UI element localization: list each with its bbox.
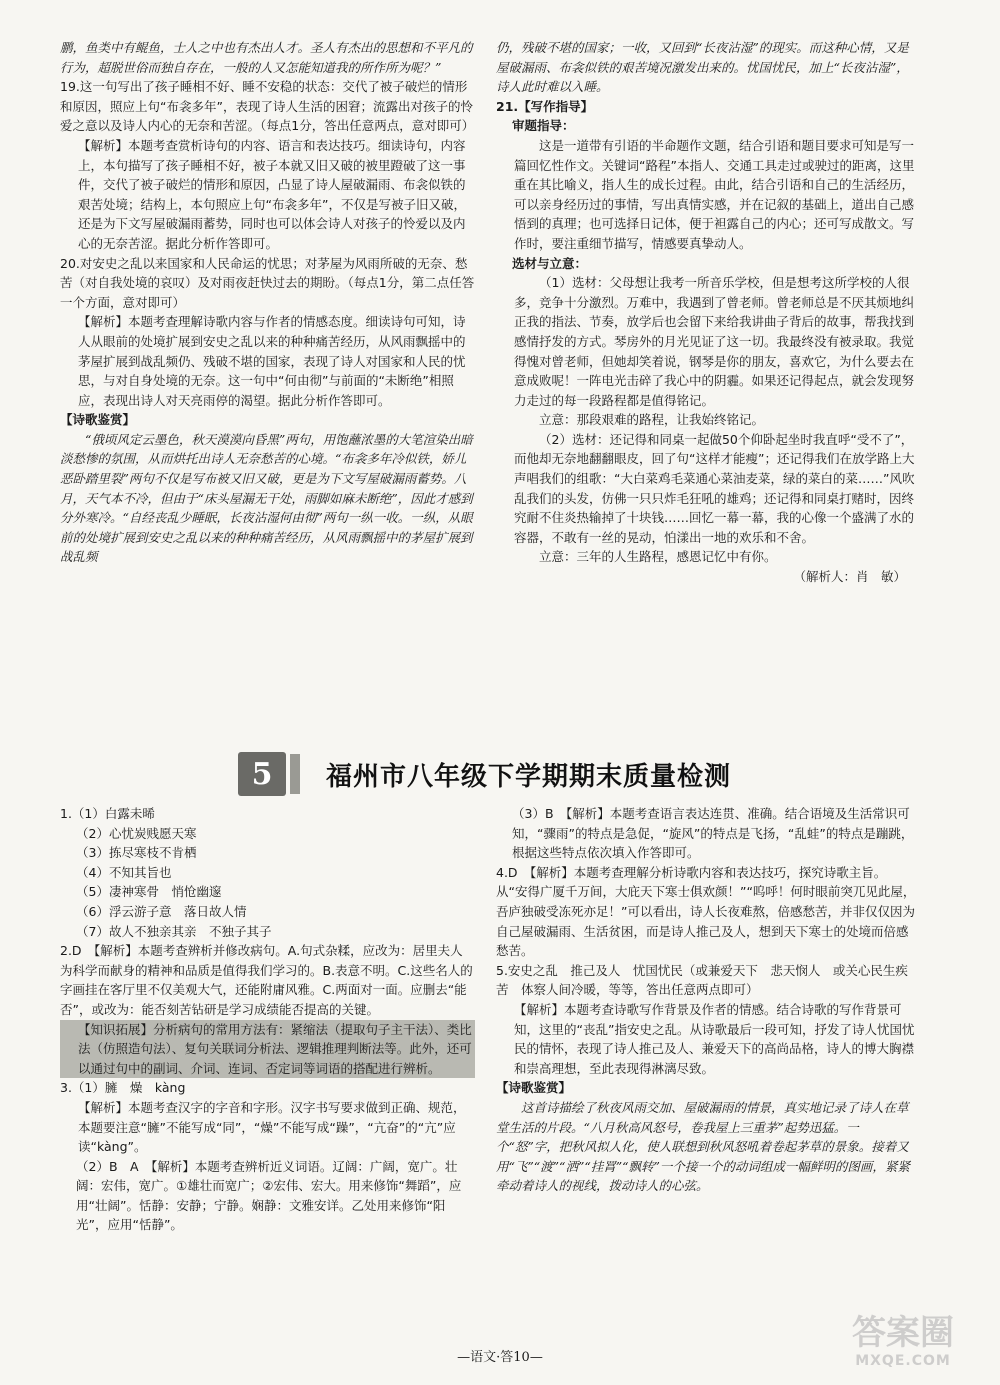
paragraph: 20.对安史之乱以来国家和人民命运的忧思；对茅屋为风雨所破的无奈、愁苦（对自我处境的哀叹）及对雨夜赶快过去的期盼。（每点1分，第二点任答一个方面，意对即可） [60, 255, 475, 310]
section-banner [238, 750, 798, 798]
bottom-left-column [60, 804, 475, 1235]
paragraph: 这首诗描绘了秋夜风雨交加、屋破漏雨的情景，真实地记录了诗人在草堂生活的片段。“八月秋高风怒号，卷我屋上三重茅”起势迅猛。一个“怒”字，把秋风拟人化，使人联想到秋风怒吼着卷起茅草的景象。接着又用“飞”“渡”“洒”“挂罥”“飘转”一个接一个的动词组成一幅鲜明的图画，紧紧牵动着诗人的视线，拨动诗人的心弦。 [496, 1099, 910, 1194]
top-left-column [60, 38, 475, 567]
logo-mark: 答案圈 [852, 1313, 954, 1353]
paragraph: （2）心忧炭贱愿天寒 [76, 825, 197, 841]
paragraph: 19.这一句写出了孩子睡相不好、睡不安稳的状态：交代了被子破烂的情形和原因，照应上句“布衾多年”，表现了诗人生活的困窘；流露出对孩子的怜爱之意以及诗人内心的无奈和苦涩。（每点1分，答出任意两点，意对即可） [60, 79, 475, 134]
paragraph: 【诗歌鉴赏】 [496, 1080, 572, 1096]
paragraph: 选材与立意： [512, 255, 588, 271]
top-right-column [496, 38, 916, 587]
paragraph: 鹏，鱼类中有鲲鱼，士人之中也有杰出人才。圣人有杰出的思想和不平凡的行为，超脱世俗而独自存在，一般的人又怎能知道我的所作所为呢？” [60, 40, 473, 75]
paragraph: （5）凄神寒骨 悄怆幽邃 [76, 884, 222, 900]
paragraph: 【知识拓展】分析病句的常用方法有：紧缩法（提取句子主干法）、类比法（仿照造句法）、复句关联词分析法、逻辑推理判断法等。此外，还可以通过句中的副词、介词、连词、否定词等词语的搭配进行辨析。 [60, 1020, 475, 1079]
paragraph: 【解析】本题考查赏析诗句的内容、语言和表达技巧。细读诗句，内容上，本句描写了孩子睡相不好，被子本就又旧又破的被里蹬破了这一事件，交代了被子破烂的情形和原因，凸显了诗人屋破漏雨、布衾似铁的艰苦处境；结构上，本句照应上句“布衾多年”，不仅是写被子旧又破，还是为下文写屋破漏雨蓄势，同时也可以体会诗人对孩子的怜爱以及内心的无奈苦涩。据此分析作答即可。 [78, 137, 466, 251]
paragraph: 【解析】本题考查诗歌写作背景及作者的情感。结合诗歌的写作背景可知，这里的“丧乱”指安史之乱。从诗歌最后一段可知，抒发了诗人忧国忧民的情怀，表现了诗人推己及人、兼爱天下的高尚品格，诗人的博大胸襟和崇高理想，至此表现得淋漓尽致。 [514, 1001, 915, 1076]
paragraph: （3）拣尽寒枝不肯栖 [76, 845, 197, 861]
paragraph: 立意：那段艰难的路程，让我始终铭记。 [539, 412, 765, 428]
paragraph: （1）选材：父母想让我考一所音乐学校，但是想考这所学校的人很多，竞争十分激烈。万难中，我遇到了曾老师。曾老师总是不厌其烦地纠正我的指法、节奏，放学后也会留下来给我讲曲子背后的故事，帮我找到感情抒发的方式。琴房外的月光见证了这一切。我最终没有被录取。我觉得愧对曾老师，但她却笑着说，钢琴是你的朋友，喜欢它，为什么要去在意成败呢！一阵电光击碎了我心中的阴霾。如果还记得起点，就会发现努力走过的每一段路程都是值得铭记。 [514, 275, 915, 408]
paragraph: “俄顷风定云墨色，秋天漠漠向昏黑”两句，用饱蘸浓墨的大笔渲染出暗淡愁惨的氛围，从而烘托出诗人无奈愁苦的心境。“布衾多年冷似铁，娇儿恶卧踏里裂”两句不仅是写布被又旧又破，更是为下文写屋破漏雨蓄势。八月，天气本不冷，但由于“床头屋漏无干处，雨脚如麻未断绝”，因此才感到分外寒冷。“自经丧乱少睡眠，长夜沾湿何由彻”两句一纵一收。一纵，从眼前的处境扩展到安史之乱以来的种种痛苦经历，从风雨飘摇中的茅屋扩展到战乱频 [60, 431, 473, 565]
watermark-logo [828, 1313, 978, 1373]
paragraph: （2）选材：还记得和同桌一起做50个仰卧起坐时我直呼“受不了”，而他却无奈地翻翻眼皮，回了句“这样才能瘦”；还记得我们在放学路上大声唱我们的组歌：“大白菜鸡毛菜通心菜油麦菜，绿的菜白的菜……”风吹乱我们的头发，仿佛一只只炸毛狂吼的雄鸡；还记得和同桌打赌时，因终究耐不住炎热输掉了十块钱……回忆一幕一幕，我的心像一个盛满了水的容器，不敢有一丝的晃动，怕漾出一地的欢乐和不舍。 [514, 431, 915, 545]
paragraph: 21.【写作指导】 [496, 98, 594, 114]
paragraph: 5.安史之乱 推己及人 忧国忧民（或兼爱天下 悲天悯人 或关心民生疾苦 体察人间冷暖，等等，答出任意两点即可） [496, 962, 908, 998]
paragraph: （2）B A 【解析】本题考查辨析近义词语。辽阔：广阔，宽广。壮阔：宏伟，宽广。①雄壮而宽广；②宏伟、宏大。用来修饰“舞蹈”，应用“壮阔”。恬静：安静；宁静。娴静：文雅安详。乙处用来修饰“阳光”，应用“恬静”。 [76, 1158, 462, 1233]
paragraph: 【解析】本题考查汉字的字音和字形。汉字书写要求做到正确、规范，本题要注意“臃”不能写成“同”，“燥”不能写成“躁”，“亢奋”的“亢”应读“kàng”。 [78, 1099, 466, 1155]
section-number: 5 [238, 752, 286, 796]
logo-url: MXQE.COM [855, 1353, 951, 1369]
paragraph: 这是一道带有引语的半命题作文题，结合引语和题目要求可知是写一篇回忆性作文。关键词“路程”本指人、交通工具走过或驶过的距离，这里重在其比喻义，指人生的成长过程。由此，结合引语和自己的生活经历，可以亲身经历过的事情，写出真情实感，并在记叙的基础上，道出自己感悟到的真理；也可选择日记体，便于袒露自己的内心；还可写成散文。写作时，要注重细节描写，情感要真挚动人。 [514, 137, 915, 251]
paragraph: （7）故人不独亲其亲 不独子其子 [76, 923, 272, 939]
paragraph: 1.（1）白露未晞 [60, 806, 155, 821]
paragraph: （3）B 【解析】本题考查语言表达连贯、准确。结合语境及生活常识可知，“骤雨”的特点是急促，“旋风”的特点是飞扬，“乱蛙”的特点是蹦跳，根据这些特点依次填入作答即可。 [512, 806, 914, 861]
paragraph: 审题指导： [512, 118, 575, 134]
paragraph: 3.（1）臃 燥 kàng [60, 1080, 186, 1096]
section-band [290, 754, 300, 794]
bottom-right-column [496, 804, 916, 1196]
paragraph: 【诗歌鉴赏】 [60, 412, 136, 428]
paragraph: 仍，残破不堪的国家；一收，又回到“长夜沾湿”的现实。而这种心情，又是屋破漏雨、布衾似铁的艰苦境况激发出来的。忧国忧民，加上“长夜沾湿”，诗人此时难以入睡。 [496, 40, 909, 95]
paragraph: （4）不知其旨也 [76, 864, 172, 880]
section-title: 福州市八年级下学期期末质量检测 [326, 761, 732, 792]
paragraph: 4.D 【解析】本题考查理解分析诗歌内容和表达技巧，探究诗歌主旨。从“安得广厦千万间，大庇天下寒士俱欢颜！”“呜呼！何时眼前突兀见此屋，吾庐独破受冻死亦足！”可以看出，诗人长夜难熬，倍感愁苦，并非仅仅因为自己屋破漏雨、生活贫困，而是诗人推己及人，想到天下寒士的处境而倍感愁苦。 [496, 864, 916, 959]
paragraph: （6）浮云游子意 落日故人情 [76, 903, 247, 919]
paragraph: 2.D 【解析】本题考查辨析并修改病句。A.句式杂糅，应改为：居里夫人为科学而献身的精神和品质是值得我们学习的。B.表意不明。C.这些名人的字画挂在客厅里不仅美观大气，还能附庸风雅。C.两面对一面。应删去“能否”，或改为：能否刻苦钻研是学习成绩能否提高的关键。 [60, 943, 473, 1017]
paragraph: 立意：三年的人生路程，感恩记忆中有你。 [539, 549, 777, 565]
page-footer: —语文·答10— [457, 1350, 543, 1365]
paragraph: 【解析】本题考查理解诗歌内容与作者的情感态度。细读诗句可知，诗人从眼前的处境扩展到安史之乱以来的种种痛苦经历，从风雨飘摇中的茅屋扩展到战乱频仍、残破不堪的国家，表现了诗人对国家和人民的忧思，与对自身处境的无奈。这一句中“何由彻”与前面的“未断绝”相照应，表现出诗人对天亮雨停的渴望。据此分析作答即可。 [78, 314, 466, 408]
paragraph: （解析人：肖 敏） [793, 569, 906, 585]
